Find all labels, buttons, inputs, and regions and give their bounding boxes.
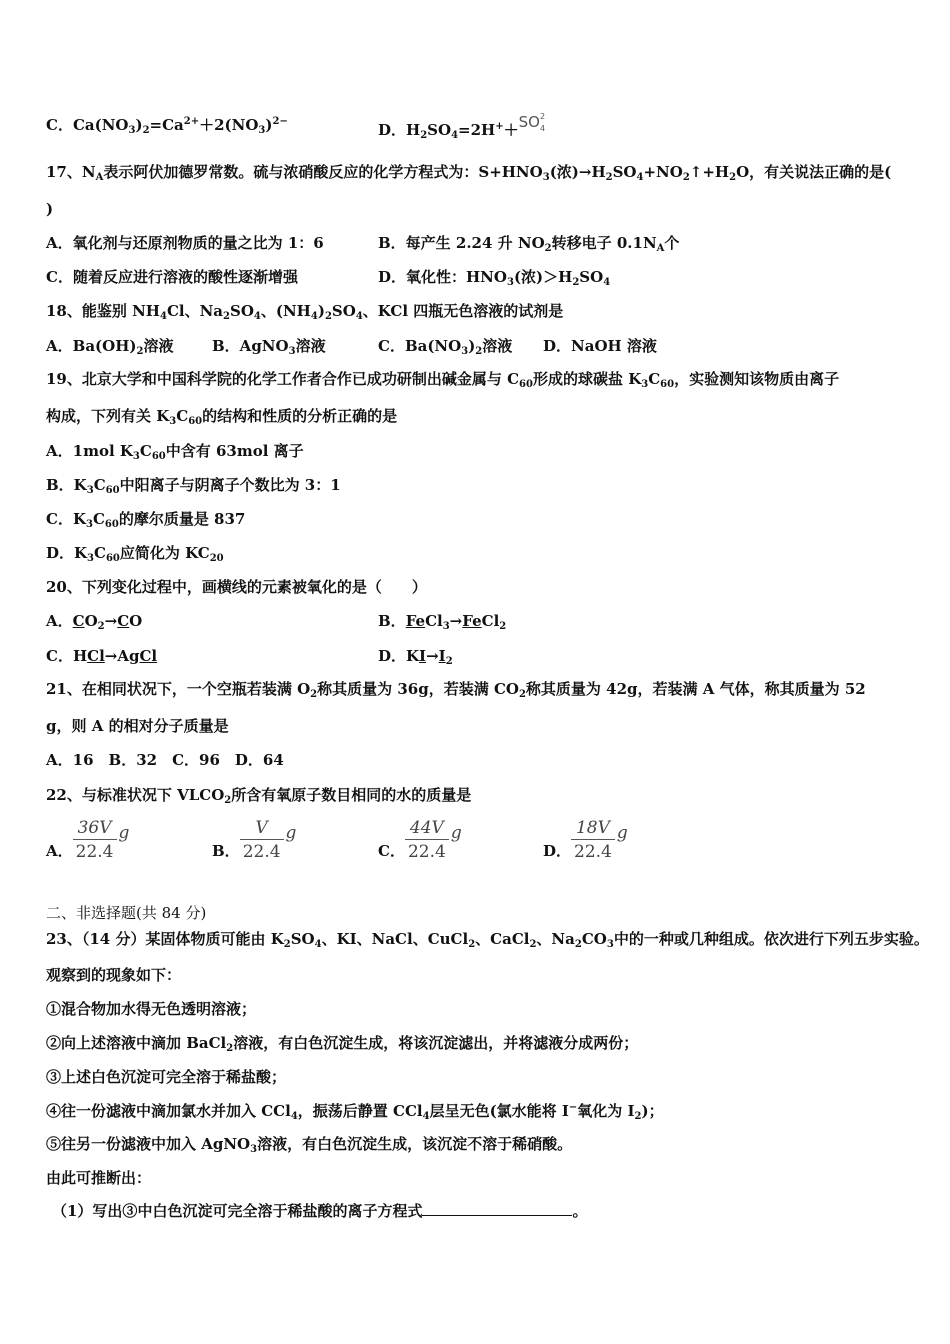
q17-option-c: C．随着反应进行溶液的酸性逐渐增强 xyxy=(46,268,298,286)
q17-option-b: B．每产生 2.24 升 $NO_2$转移电子 $0.1N_A$个 xyxy=(378,234,680,254)
q23-step-5: ⑤往另一份滤液中加入 AgNO$_3$溶液，有白色沉淀生成，该沉淀不溶于稀硝酸。 xyxy=(46,1135,573,1155)
q22-option-c xyxy=(378,818,462,862)
fraction xyxy=(405,818,449,862)
q20-option-a: A．$CO_2\to CO$ xyxy=(46,612,143,632)
q17-stem-line1: 17、$N_A$表示阿伏加德罗常数。硫与浓硝酸反应的化学方程式为：$S+HNO_3$(浓)$\to H_2SO_4+NO_2↑+H_2O$，有关说法正确的是( xyxy=(46,163,892,183)
q20-option-c: C．HCl→AgCl xyxy=(46,647,158,665)
fraction xyxy=(571,818,615,862)
option-label: B． xyxy=(212,842,240,860)
q23-step-4: ④往一份滤液中滴加氯水并加入 CCl$_4$，振荡后静置 CCl$_4$层呈无色(氯水能将 I−氧化为 $I_2$)； xyxy=(46,1102,664,1122)
q19-option-d: D．$K_3C_{60}$应简化为 $KC_{20}$ xyxy=(46,544,224,564)
q23-step-3: ③上述白色沉淀可完全溶于稀盐酸； xyxy=(46,1068,287,1086)
denominator: 22.4 xyxy=(407,842,446,862)
q18-option-c: C．$Ba(NO_3)_2$溶液 xyxy=(378,337,513,357)
denominator: 22.4 xyxy=(574,842,612,862)
q19-stem-line2: 构成，下列有关 $K_3C_{60}$的结构和性质的分析正确的是 xyxy=(46,407,398,427)
q16-option-c: C．$Ca(NO_3)_2=Ca^{2+}+2(NO_3)^{2-}$ xyxy=(46,116,288,136)
subquestion-text: （1）写出③中白色沉淀可完全溶于稀盐酸的离子方程式 xyxy=(52,1202,423,1220)
answer-blank[interactable] xyxy=(422,1201,572,1216)
q23-step-2: ②向上述溶液中滴加 BaCl$_2$溶液，有白色沉淀生成，将该沉淀滤出，并将滤液分成两份； xyxy=(46,1034,639,1054)
q21-stem-line2: g，则 A 的相对分子质量是 xyxy=(46,717,229,735)
option-label: C． xyxy=(378,842,405,860)
q23-conclusion: 由此可推断出： xyxy=(46,1169,152,1187)
numerator: 36V xyxy=(73,818,117,840)
q20-option-b: B．FeCl$_3$→FeCl$_2$ xyxy=(378,612,507,632)
numerator: V xyxy=(240,818,284,840)
fraction xyxy=(73,818,117,862)
unit: g xyxy=(616,823,628,843)
q19-option-b: B．$K_3C_{60}$中阳离子与阴离子个数比为 3：1 xyxy=(46,476,341,496)
numerator: 18V xyxy=(571,818,615,840)
q23-stem-line2: 观察到的现象如下： xyxy=(46,966,182,984)
q17-option-d: D．氧化性：$HNO_3$(浓)$>H_2SO_4$ xyxy=(378,268,611,288)
unit: g xyxy=(118,823,130,843)
option-label: A． xyxy=(46,842,73,860)
numerator: 44V xyxy=(405,818,449,840)
q17-option-a: A．氧化剂与还原剂物质的量之比为 1：6 xyxy=(46,234,324,252)
unit: g xyxy=(285,823,297,843)
denominator: 22.4 xyxy=(242,842,281,862)
unit: g xyxy=(450,823,462,843)
sulfate-ion: $SO^2_4$ xyxy=(518,112,546,133)
q22-stem: 22、与标准状况下 $VLCO_2$所含有氧原子数目相同的水的质量是 xyxy=(46,786,472,806)
period: 。 xyxy=(572,1202,588,1220)
q22-option-d xyxy=(543,818,628,862)
q18-option-b: B．AgNO$_3$溶液 xyxy=(212,337,326,357)
q18-stem: 18、能鉴别 $NH_4Cl$、$Na_2SO_4$、$(NH_4)_2SO_4$、KCl 四瓶无色溶液的试剂是 xyxy=(46,302,564,322)
fraction xyxy=(240,818,284,862)
q23-stem-line1: 23、（14 分）某固体物质可能由 $K_2SO_4$、KI、NaCl、CuCl$_2$、CaCl$_2$、$Na_2CO_3$中的一种或几种组成。依次进行下列五步实验。 xyxy=(46,930,929,950)
option-label: D． xyxy=(543,842,572,860)
q22-option-a xyxy=(46,818,129,862)
section-title: 二、非选择题(共 84 分) xyxy=(46,904,207,922)
q19-stem-line1: 19、北京大学和中国科学院的化学工作者合作已成功研制出碱金属与 $C_{60}$形成的球碳盐 $K_3C_{60}$，实验测知该物质由离子 xyxy=(46,370,840,390)
q18-option-d: D．NaOH 溶液 xyxy=(543,337,657,355)
q21-options: A．16 B．32 C．96 D．64 xyxy=(46,751,284,769)
q19-option-a: A．1mol $K_3C_{60}$中含有 63mol 离子 xyxy=(46,442,304,462)
q16-option-d: D．$H_2SO_4=2H^++SO^2_4$ xyxy=(378,115,545,147)
q23-step-1: ①混合物加水得无色透明溶液； xyxy=(46,1000,257,1018)
q18-option-a: A．$Ba(OH)_2$溶液 xyxy=(46,337,174,357)
q21-stem-line1: 21、在相同状况下，一个空瓶若装满 $O_2$称其质量为 36g，若装满 $CO_2$称其质量为 42g，若装满 A 气体，称其质量为 52 xyxy=(46,680,866,700)
q20-stem: 20、下列变化过程中，画横线的元素被氧化的是（ ） xyxy=(46,578,427,596)
q19-option-c: C．$K_3C_{60}$的摩尔质量是 837 xyxy=(46,510,246,530)
denominator: 22.4 xyxy=(75,842,114,862)
q20-option-d: D．$KI\to I_2$ xyxy=(378,647,453,667)
q22-option-b xyxy=(212,818,296,862)
q23-subquestion-1 xyxy=(52,1201,587,1221)
q17-stem-line2: ) xyxy=(46,200,54,218)
